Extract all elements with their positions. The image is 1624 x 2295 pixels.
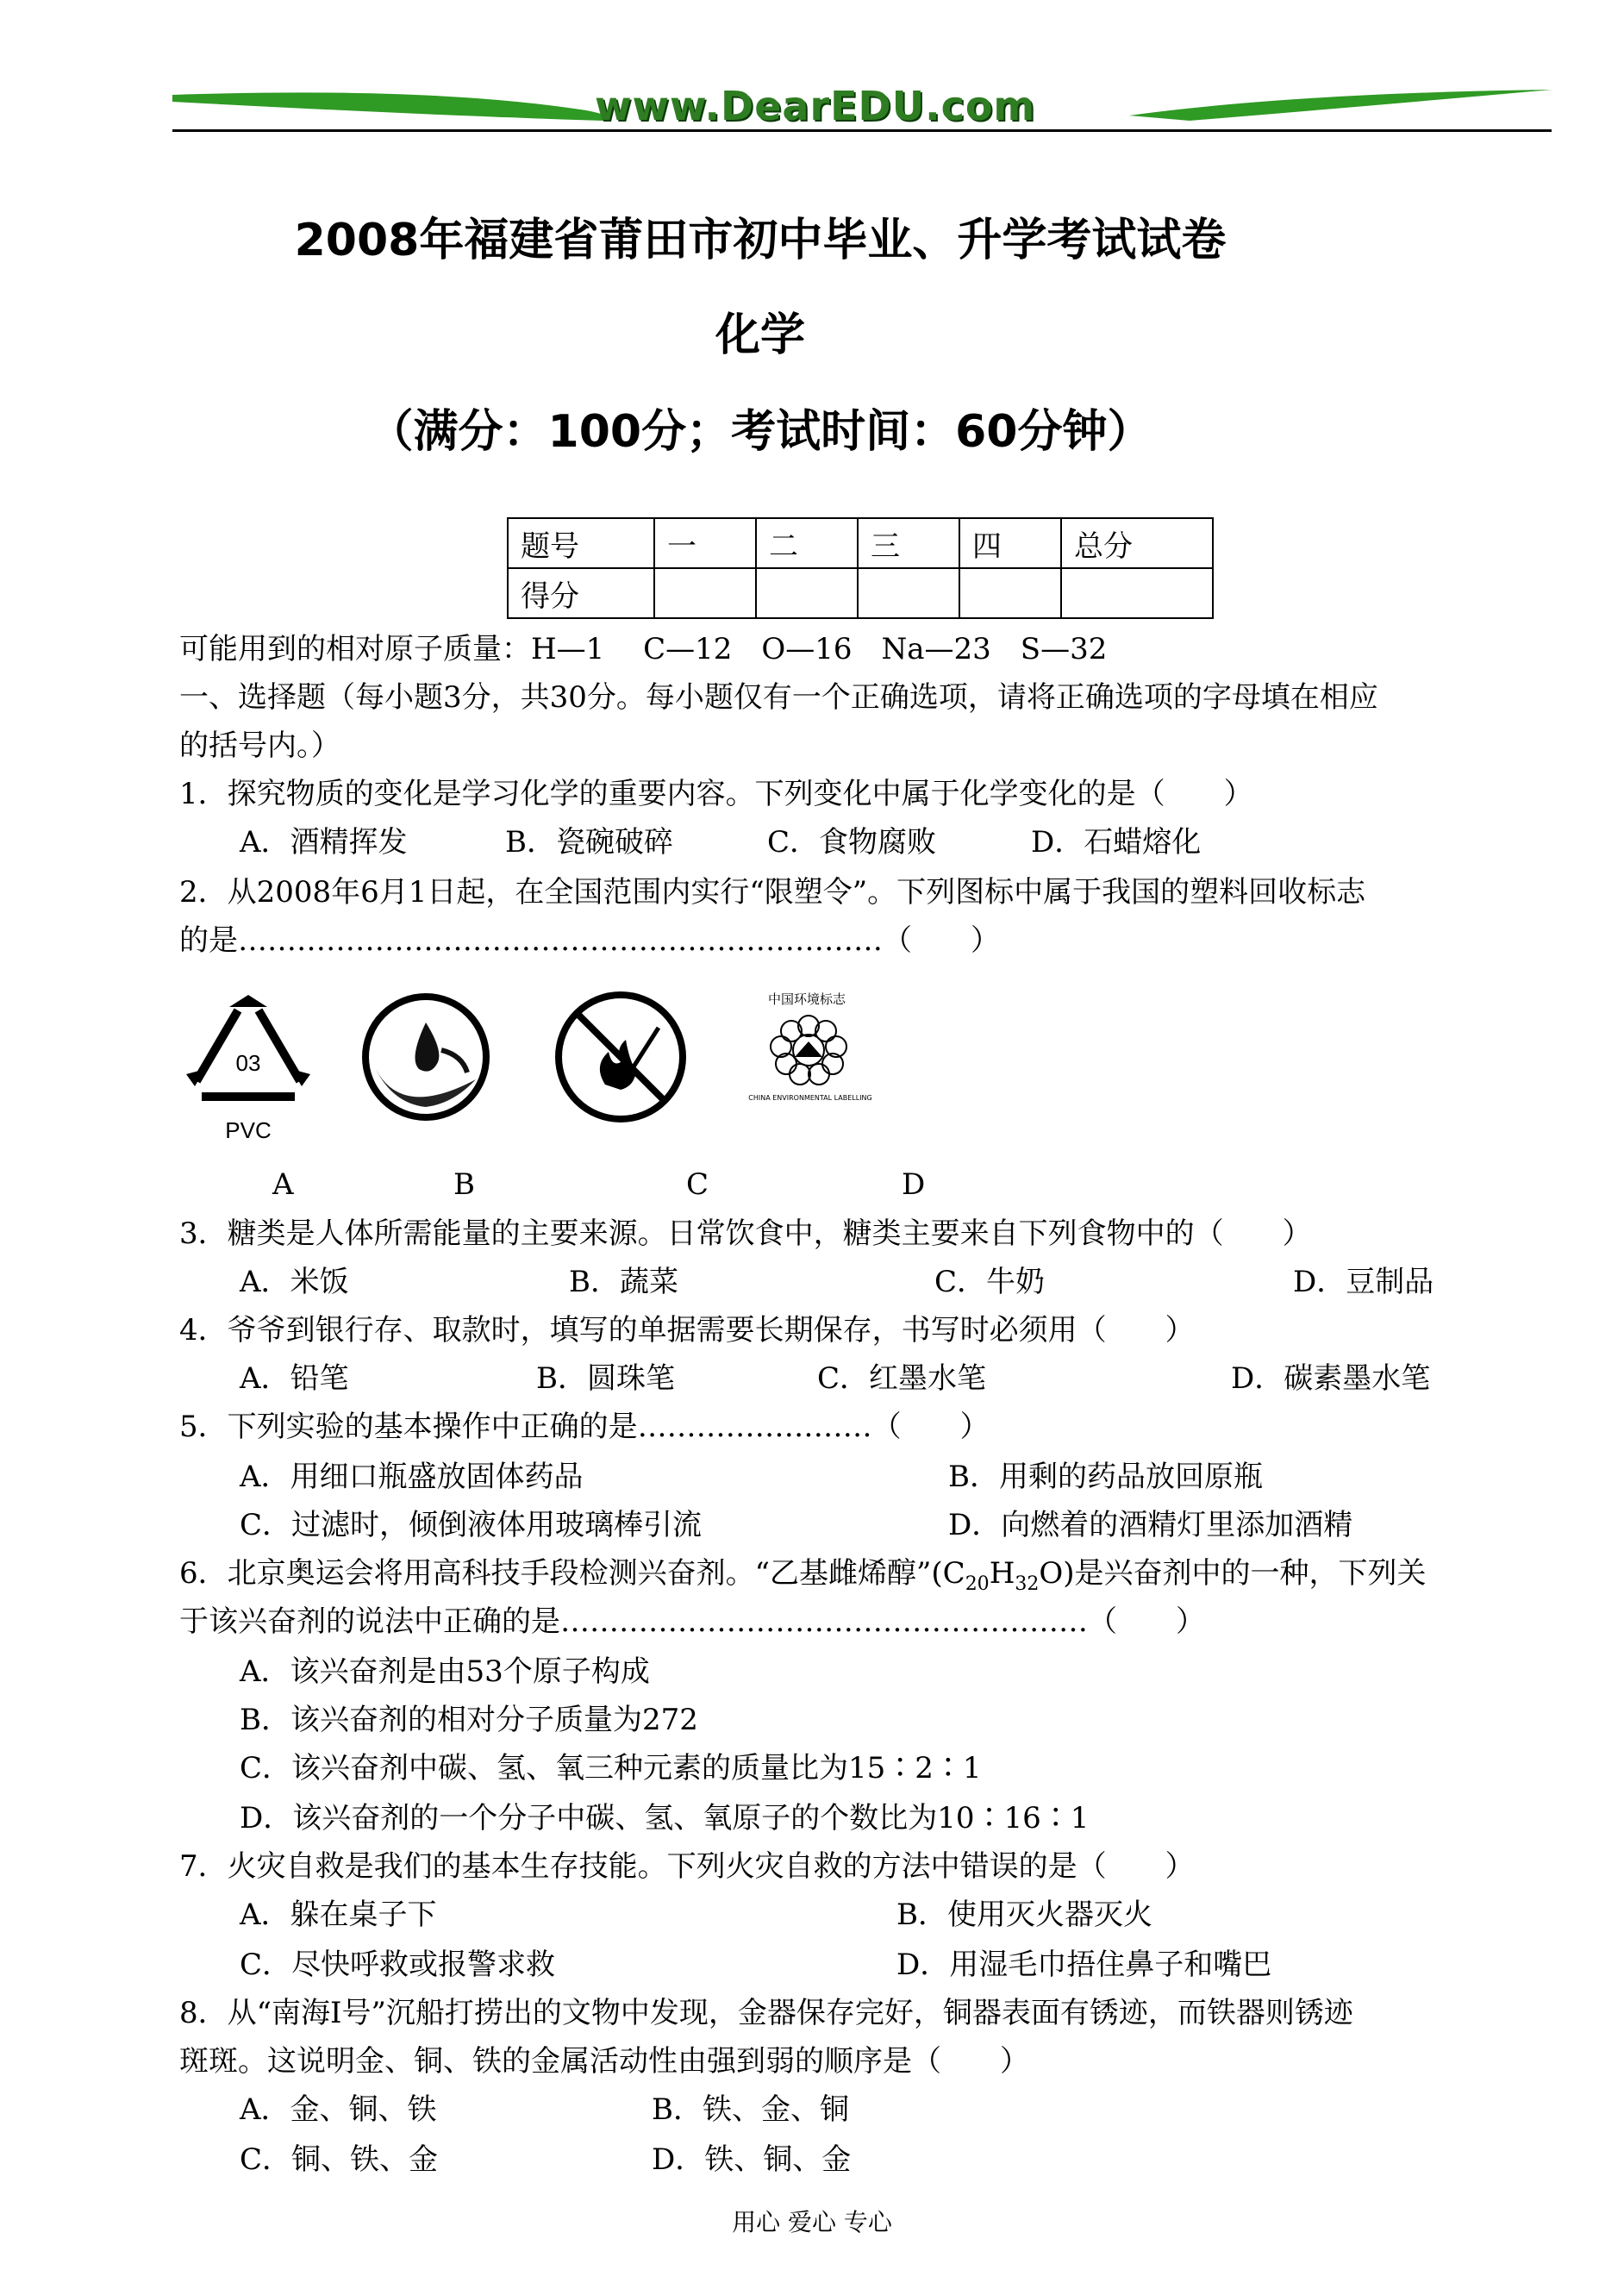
q2-label-d: D <box>902 1167 926 1202</box>
q8-option-d: D．铁、铜、金 <box>652 2142 852 2177</box>
page-footer: 用心 爱心 专心 <box>732 2208 892 2236</box>
exam-title: 2008年福建省莆田市初中毕业、升学考试试卷 <box>294 215 1227 266</box>
q4-option-a: A．铅笔 <box>240 1361 349 1396</box>
q3-option-d: D．豆制品 <box>1293 1265 1434 1299</box>
q5-option-c: C．过滤时，倾倒液体用玻璃棒引流 <box>240 1508 703 1542</box>
question-4-stem: 4．爷爷到银行存、取款时，填写的单据需要长期保存，书写时必须用（ ） <box>179 1313 1195 1348</box>
q5-option-a: A．用细口瓶盛放固体药品 <box>240 1460 584 1494</box>
score-cell: 得分 <box>508 568 654 618</box>
exam-subject: 化学 <box>715 310 805 361</box>
question-2-stem-cont: 的是…………………………………………………………（ ） <box>179 923 1000 958</box>
no-fire-icon <box>552 988 690 1126</box>
icon-a-number: 03 <box>235 1050 261 1076</box>
q3-option-a: A．米饭 <box>240 1265 349 1299</box>
score-input-cell[interactable] <box>858 568 959 618</box>
q4-option-b: B．圆珠笔 <box>536 1361 675 1396</box>
q8-option-b: B．铁、金、铜 <box>652 2092 849 2127</box>
score-cell: 总分 <box>1061 518 1213 568</box>
question-8-stem-cont: 斑斑。这说明金、铜、铁的金属活动性由强到弱的顺序是（ ） <box>179 2044 1029 2079</box>
q7-option-a: A．躲在桌子下 <box>240 1898 437 1932</box>
q7-option-b: B．使用灭火器灭火 <box>896 1898 1152 1932</box>
q2-label-c: C <box>686 1167 709 1202</box>
q7-option-c: C．尽快呼救或报警求救 <box>240 1948 556 1982</box>
score-cell: 三 <box>858 518 959 568</box>
atomic-mass-line: 可能用到的相对原子质量：H—1 C—12 O—16 Na—23 S—32 <box>179 632 1108 666</box>
score-input-cell[interactable] <box>756 568 858 618</box>
q8-option-c: C．铜、铁、金 <box>240 2142 439 2177</box>
water-saving-icon <box>359 990 493 1124</box>
q5-option-d: D．向燃着的酒精灯里添加酒精 <box>948 1508 1353 1542</box>
score-input-cell[interactable] <box>1061 568 1213 618</box>
icon-d-top-text: 中国环境标志 <box>767 991 846 1007</box>
score-table <box>507 517 1214 619</box>
q2-label-a: A <box>272 1167 294 1202</box>
q1-option-d: D．石蜡熔化 <box>1031 825 1202 860</box>
question-6-stem-cont: 于该兴奋剂的说法中正确的是………………………………………………（ ） <box>179 1604 1205 1639</box>
site-logo-text: www.DearEDU.com <box>595 83 1036 129</box>
score-input-cell[interactable] <box>959 568 1061 618</box>
q3-option-b: B．蔬菜 <box>569 1265 678 1299</box>
score-cell: 四 <box>959 518 1061 568</box>
q6-option-b: B．该兴奋剂的相对分子质量为272 <box>240 1703 698 1737</box>
q3-option-c: C．牛奶 <box>934 1265 1046 1299</box>
recycling-pvc-icon <box>179 991 317 1147</box>
section-heading: 一、选择题（每小题3分，共30分。每小题仅有一个正确选项，请将正确选项的字母填在相应 <box>179 680 1378 715</box>
question-3-stem: 3．糖类是人体所需能量的主要来源。日常饮食中，糖类主要来自下列食物中的（ ） <box>179 1216 1312 1251</box>
score-cell: 二 <box>756 518 858 568</box>
q1-option-a: A．酒精挥发 <box>240 825 408 860</box>
section-heading-cont: 的括号内。） <box>179 729 340 763</box>
q2-label-b: B <box>453 1167 475 1202</box>
question-5-stem: 5．下列实验的基本操作中正确的是……………………（ ） <box>179 1410 990 1444</box>
question-7-stem: 7．火灾自救是我们的基本生存技能。下列火灾自救的方法中错误的是（ ） <box>179 1849 1195 1884</box>
icon-a-label: PVC <box>225 1117 272 1143</box>
question-6-stem: 6．北京奥运会将用高科技手段检测兴奋剂。“乙基雌烯醇$”(C_{20}H_{32}O)$是兴奋剂中的一种，下列关 <box>179 1556 1427 1595</box>
score-cell: 一 <box>654 518 756 568</box>
icon-d-bottom-text: CHINA ENVIRONMENTAL LABELLING <box>748 1094 872 1102</box>
exam-info: （满分：100分；考试时间：60分钟） <box>368 406 1152 458</box>
q6-option-c: C．该兴奋剂中碳、氢、氧三种元素的质量比为15∶2∶1 <box>240 1751 982 1785</box>
q4-option-c: C．红墨水笔 <box>817 1361 987 1396</box>
q6-option-a: A．该兴奋剂是由53个原子构成 <box>240 1654 650 1689</box>
score-cell: 题号 <box>508 518 654 568</box>
header-rule <box>172 129 1552 132</box>
china-environmental-label-icon <box>746 983 876 1112</box>
score-table-score-row <box>508 568 1213 618</box>
q1-option-b: B．瓷碗破碎 <box>505 825 673 860</box>
q8-option-a: A．金、铜、铁 <box>240 2092 437 2127</box>
question-8-stem: 8．从“南海Ⅰ号”沉船打捞出的文物中发现，金器保存完好，铜器表面有锈迹，而铁器则锈迹 <box>179 1996 1353 2030</box>
q7-option-d: D．用湿毛巾捂住鼻子和嘴巴 <box>896 1948 1272 1982</box>
score-input-cell[interactable] <box>654 568 756 618</box>
question-1-stem: 1．探究物质的变化是学习化学的重要内容。下列变化中属于化学变化的是（ ） <box>179 777 1253 811</box>
score-table-header-row <box>508 518 1213 568</box>
q1-option-c: C．食物腐败 <box>767 825 937 860</box>
q6-option-d: D．该兴奋剂的一个分子中碳、氢、氧原子的个数比为10∶16∶1 <box>240 1801 1090 1835</box>
question-2-stem: 2．从2008年6月1日起，在全国范围内实行“限塑令”。下列图标中属于我国的塑料回收标志 <box>179 875 1366 910</box>
q5-option-b: B．用剩的药品放回原瓶 <box>948 1460 1263 1494</box>
q4-option-d: D．碳素墨水笔 <box>1231 1361 1431 1396</box>
